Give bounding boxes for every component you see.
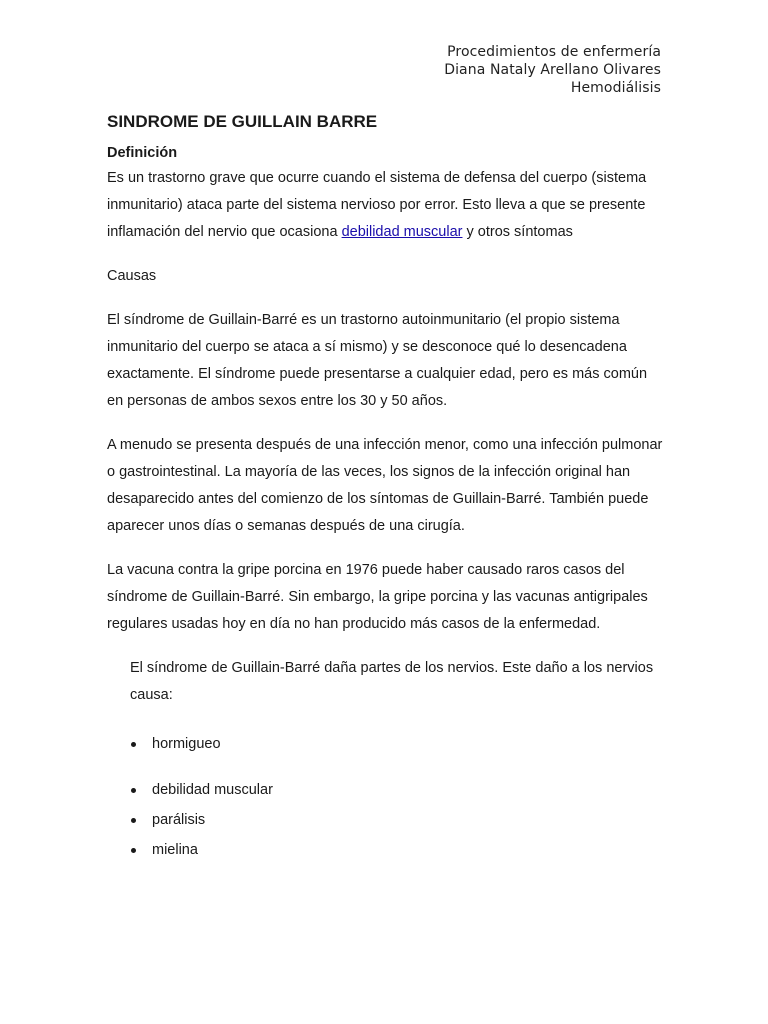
page-header	[444, 43, 661, 97]
list-item-text: parálisis	[152, 812, 206, 828]
document-title: SINDROME DE GUILLAIN BARRE	[107, 112, 378, 131]
causes-paragraph-3: La vacuna contra la gripe porcina en 1976 puede haber causado raros casos del síndrome de Guillain-Barré. Sin embargo, la gripe porcina y las vacunas antigripales regulares usadas hoy en día no han producido más casos de la enfermedad.	[107, 562, 648, 632]
list-item-text: mielina	[152, 842, 198, 858]
bullet-icon	[131, 848, 136, 853]
header-line-course: Procedimientos de enfermería	[447, 44, 661, 60]
definition-heading: Definición	[107, 145, 178, 161]
nerve-damage-intro: El síndrome de Guillain-Barré daña partes de los nervios. Este daño a los nervios causa:	[130, 660, 654, 703]
bullet-icon	[131, 788, 136, 793]
bullet-icon	[131, 818, 136, 823]
debilidad-muscular-link[interactable]: debilidad muscular	[341, 224, 463, 240]
list-item	[128, 775, 667, 805]
causes-paragraph-1: El síndrome de Guillain-Barré es un trastorno autoinmunitario (el propio sistema inmunitario del cuerpo se ataca a sí mismo) y se desconoce qué lo desencadena exactamente. El síndrome puede presentarse a cualquier edad, pero es más común en personas de ambos sexos entre los 30 y 50 años.	[107, 312, 648, 409]
definition-text-end: y otros síntomas	[462, 224, 573, 240]
definition-text-start: Es un trastorno grave que ocurre cuando el sistema de defensa del cuerpo (sistema inmunitario) ataca parte del sistema nervioso por error. Esto lleva a que se presente inflamación del nervio que ocasiona	[107, 170, 647, 240]
list-item	[128, 805, 667, 835]
causes-heading: Causas	[107, 268, 157, 284]
bullet-icon	[131, 742, 136, 747]
symptom-list	[128, 729, 667, 865]
header-line-author: Diana Nataly Arellano Olivares	[444, 62, 661, 78]
document-body	[107, 110, 667, 865]
definition-paragraph	[107, 165, 667, 246]
list-item-text: hormigueo	[152, 736, 221, 752]
header-line-topic: Hemodiálisis	[570, 80, 661, 96]
list-item	[128, 729, 667, 759]
list-item-text: debilidad muscular	[152, 782, 273, 798]
list-item	[128, 835, 667, 865]
causes-paragraph-2: A menudo se presenta después de una infección menor, como una infección pulmonar o gastrointestinal. La mayoría de las veces, los signos de la infección original han desaparecido antes del comienzo de los síntomas de Guillain-Barré. También puede aparecer unos días o semanas después de una cirugía.	[107, 437, 663, 534]
